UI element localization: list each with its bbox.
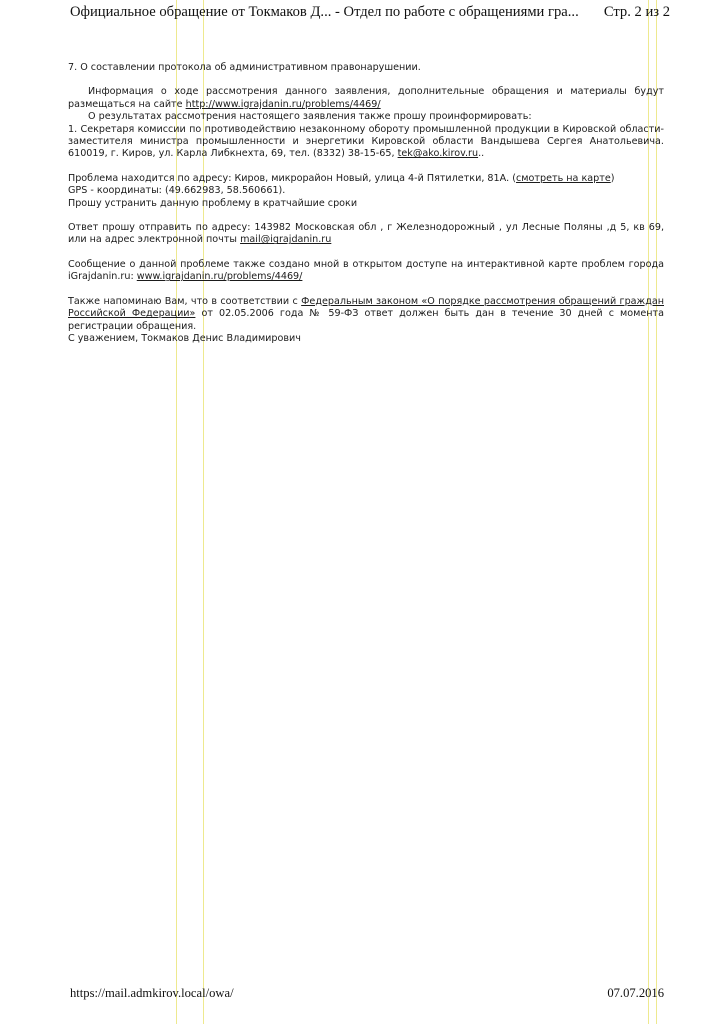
info-paragraph (68, 86, 664, 111)
document-title: Официальное обращение от Токмаков Д... - Отдел по работе с обращениями гра... (70, 4, 579, 20)
map-link[interactable]: смотреть на карте (516, 172, 611, 184)
law-paragraph (68, 296, 664, 333)
law-text-2: от 02.05.2006 года № 59-ФЗ ответ должен быть дан в течение 30 дней с момента регистрации обращения. (68, 308, 664, 332)
problem-link[interactable]: http://www.igrajdanin.ru/problems/4469/ (185, 98, 381, 110)
recipient-email-link[interactable]: tek@ako.kirov.ru (397, 148, 479, 160)
map-message-link[interactable]: www.igrajdanin.ru/problems/4469/ (136, 271, 303, 283)
address-line (68, 173, 664, 185)
footer-url: https://mail.admkirov.local/owa/ (70, 986, 234, 1000)
recipient-text: 1. Секретаря комиссии по противодействию незаконному обороту промышленной продукции в Кировской области- заместителя министра промышленности и энергетики Кировской области Вандышева Сергея Анатольевича. 610019, г. Киров, ул. Карла Либкнехта, 69, тел. (8332) 38-15-65, (68, 123, 664, 160)
request-line: Прошу устранить данную проблему в кратчайшие сроки (68, 197, 358, 209)
footer-date: 07.07.2016 (607, 986, 664, 1000)
law-text-1: Также напоминаю Вам, что в соответствии с (68, 295, 298, 307)
results-intro: О результатах рассмотрения настоящего заявления также прошу проинформировать: (88, 111, 532, 123)
info-text: Информация о ходе рассмотрения данного заявления, дополнительные обращения и материалы будут размещаться на сайте (68, 86, 664, 110)
page-counter: Стр. 2 из 2 (603, 4, 670, 20)
federal-law-link[interactable]: Федеральным законом «О порядке рассмотрения обращений граждан Российской Федерации» (68, 295, 664, 320)
map-message-paragraph (68, 259, 664, 284)
map-message-text: Сообщение о данной проблеме также создано мной в открытом доступе на интерактивной карте проблем города iGrajdanin.ru: (68, 258, 664, 283)
reply-text: Ответ прошу отправить по адресу: 143982 Московская обл , г Железнодорожный , ул Лесные Поляны ,д 5, кв 69, или на адрес электронной почты (68, 222, 664, 246)
item-7: 7. О составлении протокола об административном правонарушении. (68, 62, 421, 73)
reply-email-link[interactable]: mail@igrajdanin.ru (240, 234, 332, 246)
address-tail: ) (610, 172, 615, 184)
recipient-paragraph (68, 124, 664, 161)
gps-line: GPS - координаты: (49.662983, 58.560661). (68, 185, 286, 197)
letter-body (68, 62, 664, 345)
signature: С уважением, Токмаков Денис Владимирович (68, 332, 301, 344)
reply-paragraph (68, 222, 664, 247)
recipient-tail: .. (478, 148, 485, 160)
address-text: Проблема находится по адресу: Киров, микрорайон Новый, улица 4-й Пятилетки, 81А. ( (68, 172, 517, 184)
